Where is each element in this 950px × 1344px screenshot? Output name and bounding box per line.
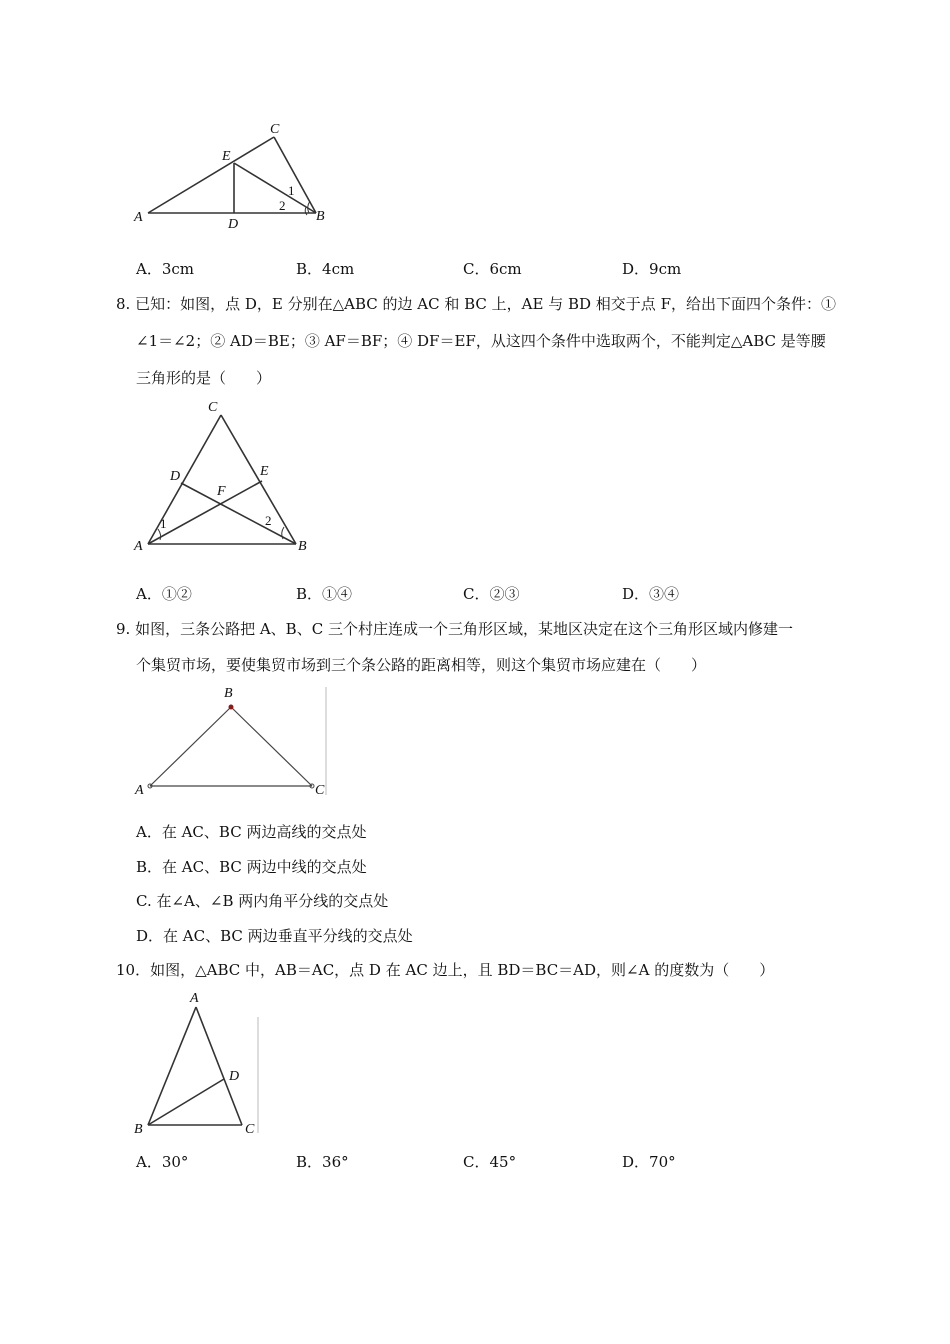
- q10-option-b[interactable]: B．36°: [296, 1153, 349, 1171]
- q9-label-a: A: [135, 783, 144, 798]
- q7-label-b: B: [316, 209, 325, 224]
- q9-option-c[interactable]: C. 在∠A、∠B 两内角平分线的交点处: [136, 892, 389, 910]
- q9-option-a[interactable]: A．在 AC、BC 两边高线的交点处: [136, 823, 367, 841]
- q9-label-b: B: [224, 686, 233, 701]
- q9-option-b[interactable]: B．在 AC、BC 两边中线的交点处: [136, 858, 367, 876]
- q7-option-a[interactable]: A．3cm: [136, 260, 195, 278]
- q8-angle-1: 1: [160, 516, 167, 531]
- q10-option-d[interactable]: D．70°: [622, 1153, 676, 1171]
- q7-angle-1: 1: [288, 183, 295, 198]
- q8-option-c[interactable]: C．②③: [463, 585, 520, 603]
- q7-label-d: D: [228, 217, 239, 232]
- q10-label-d: D: [229, 1069, 240, 1084]
- q8-label-d: D: [170, 469, 181, 484]
- q10-label-b: B: [134, 1122, 143, 1137]
- q10-text-line1: 10．如图，△ABC 中，AB＝AC，点 D 在 AC 边上，且 BD＝BC＝AD，则∠A 的度数为（ ）: [116, 961, 775, 979]
- q7-label-a: A: [134, 210, 143, 225]
- q7-figure: [128, 115, 338, 235]
- q10-option-a[interactable]: A．30°: [136, 1153, 189, 1171]
- q9-option-d[interactable]: D．在 AC、BC 两边垂直平分线的交点处: [136, 927, 413, 945]
- q8-figure: [128, 395, 328, 560]
- q10-label-c: C: [245, 1122, 255, 1137]
- q8-label-a: A: [134, 539, 143, 554]
- q7-option-d[interactable]: D．9cm: [622, 260, 682, 278]
- q10-figure: [128, 987, 268, 1139]
- q10-option-c[interactable]: C．45°: [463, 1153, 517, 1171]
- q9-label-c: C: [315, 783, 325, 798]
- q8-option-b[interactable]: B．①④: [296, 585, 353, 603]
- q8-angle-2: 2: [265, 513, 272, 528]
- q8-option-a[interactable]: A．①②: [136, 585, 192, 603]
- q8-label-b: B: [298, 539, 307, 554]
- q7-option-b[interactable]: B．4cm: [296, 260, 355, 278]
- q7-label-e: E: [222, 149, 231, 164]
- q8-label-e: E: [260, 464, 269, 479]
- q8-label-c: C: [208, 400, 218, 415]
- q9-figure: [128, 683, 333, 798]
- q8-text-line1: 8. 已知：如图，点 D，E 分别在△ABC 的边 AC 和 BC 上，AE 与 BD 相交于点 F，给出下面四个条件：①: [116, 295, 836, 313]
- q10-label-a: A: [190, 991, 199, 1006]
- q8-text-line2: ∠1＝∠2；② AD＝BE；③ AF＝BF；④ DF＝EF，从这四个条件中选取两个，不能判定△ABC 是等腰: [136, 332, 826, 350]
- q7-label-c: C: [270, 122, 280, 137]
- q8-option-d[interactable]: D．③④: [622, 585, 680, 603]
- q9-text-line1: 9. 如图，三条公路把 A、B、C 三个村庄连成一个三角形区域，某地区决定在这个三角形区域内修建一: [116, 620, 793, 638]
- q7-option-c[interactable]: C．6cm: [463, 260, 522, 278]
- q9-text-line2: 个集贸市场，要使集贸市场到三个条公路的距离相等，则这个集贸市场应建在（ ）: [136, 656, 707, 674]
- q8-label-f: F: [217, 484, 226, 499]
- q7-angle-2: 2: [279, 198, 286, 213]
- q8-text-line3: 三角形的是（ ）: [136, 369, 272, 387]
